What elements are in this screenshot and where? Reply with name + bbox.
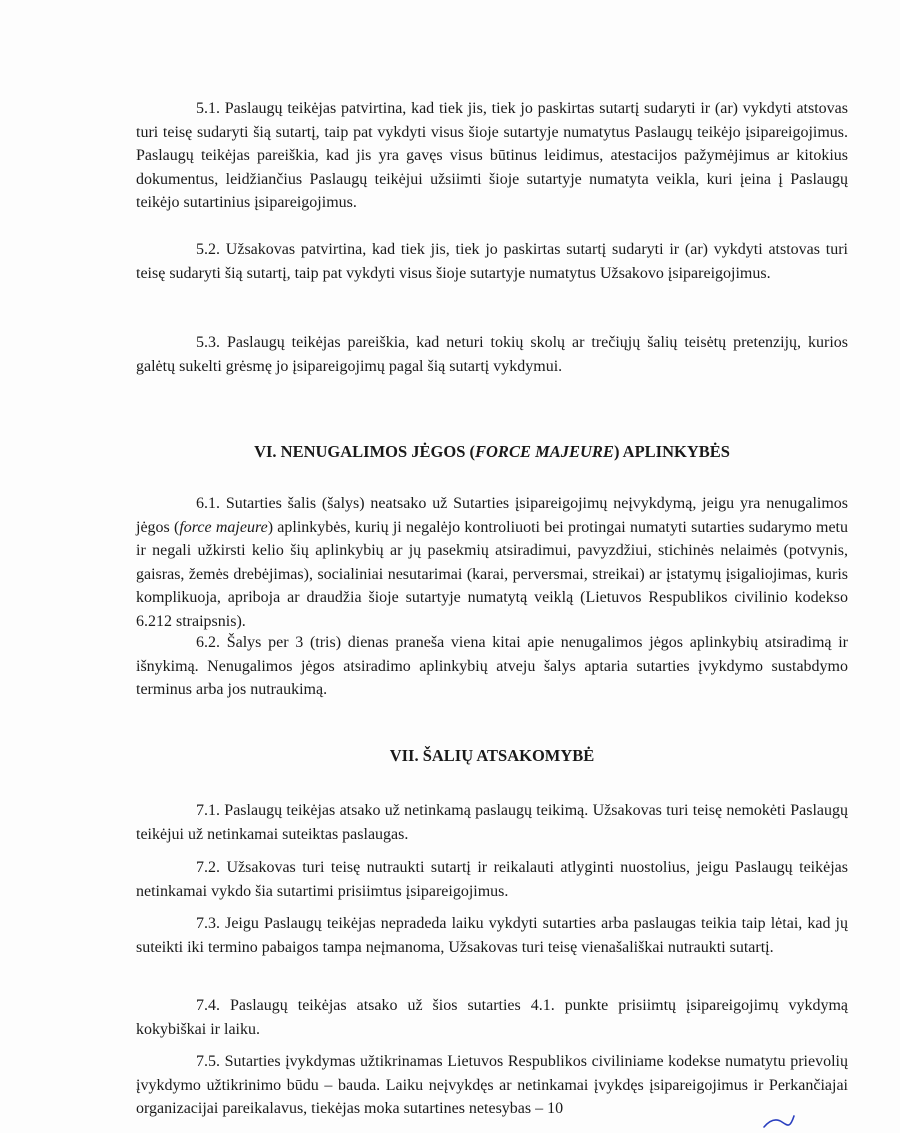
section-heading-liability: VII. ŠALIŲ ATSAKOMYBĖ [389, 746, 595, 765]
paragraph-7-5: 7.5. Sutarties įvykdymas užtikrinamas Lietuvos Respublikos civiliniame kodekse numatytu prievolių įvykdymo užtikrinimo būdu – bauda. Laiku neįvykdęs ar netinkamai įvykdęs įsipareigojimus ir Perkančiajai organizacijai pareikalavus, tiekėjas moka sutartines netesybas – 10 [136, 1053, 848, 1117]
paragraph-6-1-start: 6.1. Sutarties šalis (šalys) neatsako už Sutarties įsipareigojimų neįvykdymą, jeigu yra nenugalimos jėgos ( [136, 495, 848, 536]
heading-italic: FORCE MAJEURE [475, 442, 614, 461]
paragraph-6-1-end: ) aplinkybės, kurių ji negalėjo kontroliuoti bei protingai numatyti sutarties sudarymo metu ir negali užkirsti kelio šių aplinkybių ar jų pasekmių atsiradimui, pavyzdžiui, stichinės nelaimės (potvynis, gaisras, žemės drebėjimas), socialiniai nesutarimai (karai, perversmai, streikai) ar įstatymų įsigaliojimas, kuris komplikuoja, apriboja ar draudžia šioje sutartyje numatytą veiklą (Lietuvos Respublikos civilinio kodekso 6.212 straipsnis). [136, 518, 848, 630]
paragraph-7-1: 7.1. Paslaugų teikėjas atsako už netinkamą paslaugų teikimą. Užsakovas turi teisę nemokėti Paslaugų teikėjui už netinkamai suteiktas paslaugas. [136, 802, 848, 843]
paragraph-5-2: 5.2. Užsakovas patvirtina, kad tiek jis, tiek jo paskirtas sutartį sudaryti ir (ar) vykdyti atstovas turi teisę sudaryti šią sutartį, taip pat vykdyti visus šioje sutartyje numatytus Užsakovo įsipareigojimus. [136, 241, 848, 282]
heading-suffix: ) APLINKYBĖS [613, 442, 730, 461]
paragraph-6-1 [136, 492, 848, 633]
paragraph-6-1-italic: force majeure [179, 518, 268, 536]
paragraph-7-2: 7.2. Užsakovas turi teisę nutraukti sutartį ir reikalauti atlyginti nuostolius, jeigu Paslaugų teikėjas netinkamai vykdo šia sutartimi prisiimtus įsipareigojimus. [136, 859, 848, 900]
paragraph-5-1: 5.1. Paslaugų teikėjas patvirtina, kad tiek jis, tiek jo paskirtas sutartį sudaryti ir (ar) vykdyti atstovas turi teisę sudaryti šią sutartį, taip pat vykdyti visus šioje sutartyje numatytus Paslaugų teikėjo įsipareigojimus. Paslaugų teikėjas pareiškia, kad jis yra gavęs visus būtinus leidimus, atestacijos pažymėjimus ar kitokius dokumentus, leidžiančius Paslaugų teikėjui užsiimti šioje sutartyje numatyta veikla, kuri įeina į Paslaugų teikėjo sutartinius įsipareigojimus. [136, 100, 848, 211]
heading-prefix: VI. NENUGALIMOS JĖGOS ( [254, 442, 476, 461]
paragraph-6-2: 6.2. Šalys per 3 (tris) dienas praneša viena kitai apie nenugalimos jėgos aplinkybių atsiradimą ir išnykimą. Nenugalimos jėgos atsiradimo aplinkybių atveju šalys aptaria sutarties įvykdymo sustabdymo terminus arba jos nutraukimą. [136, 634, 848, 698]
handwritten-mark-icon [762, 1112, 796, 1132]
paragraph-7-3: 7.3. Jeigu Paslaugų teikėjas nepradeda laiku vykdyti sutarties arba paslaugas teikia taip lėtai, kad jų suteikti iki termino pabaigos tampa neįmanoma, Užsakovas turi teisę vienašališkai nutraukti sutartį. [136, 915, 848, 956]
paragraph-5-3: 5.3. Paslaugų teikėjas pareiškia, kad neturi tokių skolų ar trečiųjų šalių teisėtų pretenzijų, kurios galėtų sukelti grėsmę jo įsipareigojimų pagal šią sutartį vykdymui. [136, 334, 848, 375]
paragraph-7-4: 7.4. Paslaugų teikėjas atsako už šios sutarties 4.1. punkte prisiimtų įsipareigojimų vykdymą kokybiškai ir laiku. [136, 997, 848, 1038]
section-heading-force-majeure [136, 442, 848, 462]
